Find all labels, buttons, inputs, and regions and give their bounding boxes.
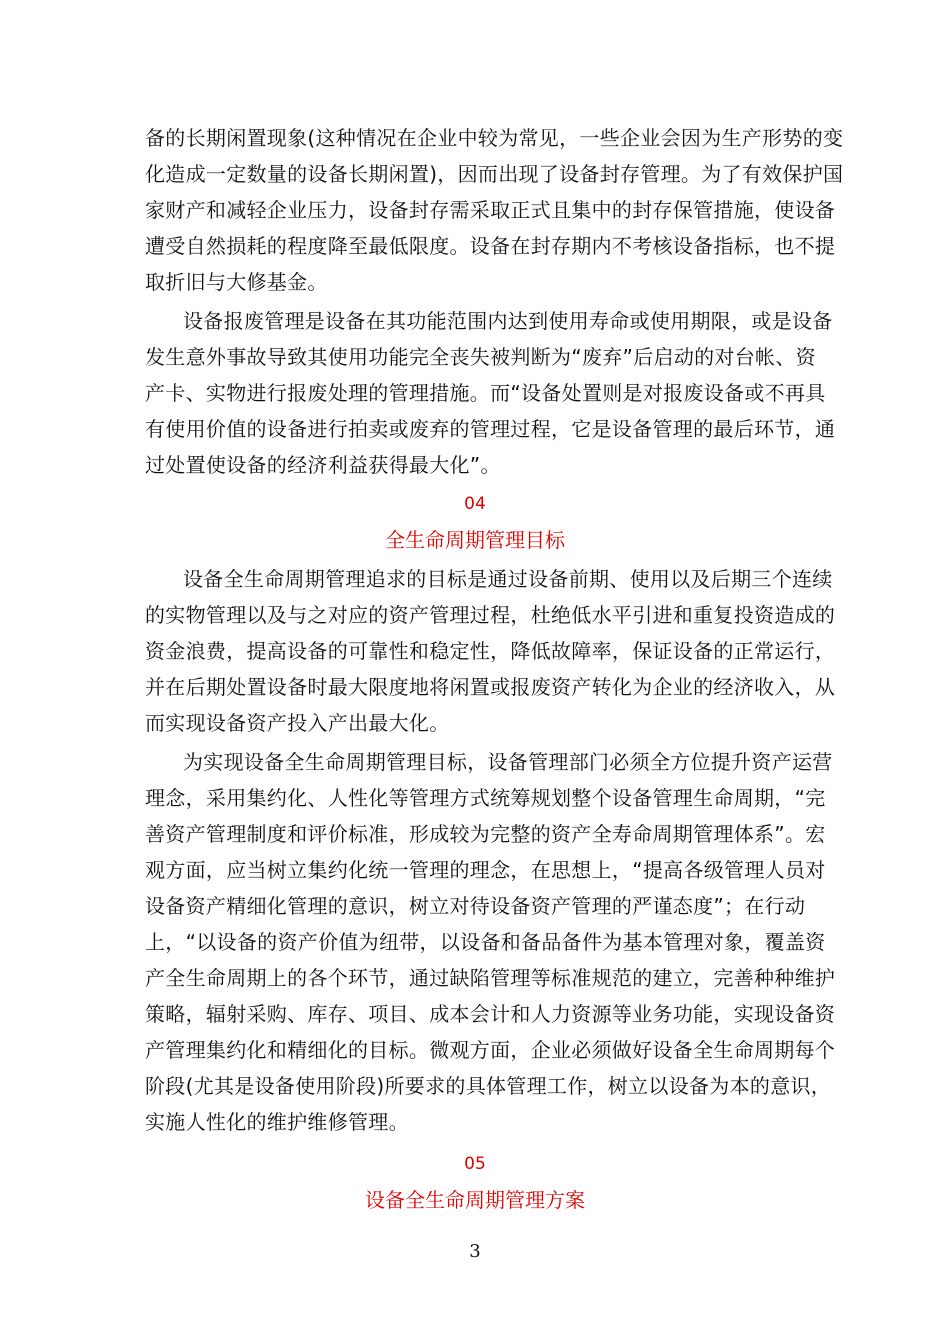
paragraph-line: 实施人性化的维护维修管理。 <box>145 1110 409 1134</box>
paragraph-line: 产全生命周期上的各个环节，通过缺陷管理等标准规范的建立，完善种种维护 <box>145 966 836 990</box>
paragraph-line: 家财产和减轻企业压力，设备封存需采取正式且集中的封存保管措施，使设备 <box>145 198 836 222</box>
paragraph-line: 设备资产精细化管理的意识，树立对待设备资产管理的严谨态度”；在行动 <box>145 894 806 918</box>
paragraph-line: 设备全生命周期管理追求的目标是通过设备前期、使用以及后期三个连续 <box>183 567 833 591</box>
paragraph-line: 为实现设备全生命周期管理目标，设备管理部门必须全方位提升资产运营 <box>183 750 833 774</box>
paragraph-line: 的实物管理以及与之对应的资产管理过程，杜绝低水平引进和重复投资造成的 <box>145 603 836 627</box>
paragraph-line: 而实现设备资产投入产出最大化。 <box>145 711 450 735</box>
paragraph-line: 化造成一定数量的设备长期闲置)，因而出现了设备封存管理。为了有效保护国 <box>145 162 844 186</box>
paragraph-line: 策略，辐射采购、库存、项目、成本会计和人力资源等业务功能，实现设备资 <box>145 1002 836 1026</box>
paragraph-line: 遭受自然损耗的程度降至最低限度。设备在封存期内不考核设备指标，也不提 <box>145 234 836 258</box>
paragraph-line: 备的长期闲置现象(这种情况在企业中较为常见，一些企业会因为生产形势的变 <box>145 126 844 150</box>
paragraph-line: 产管理集约化和精细化的目标。微观方面，企业必须做好设备全生命周期每个 <box>145 1038 836 1062</box>
paragraph-line: 理念，采用集约化、人性化等管理方式统筹规划整个设备管理生命周期，“完 <box>145 786 826 810</box>
section-number: 04 <box>464 494 486 514</box>
paragraph-line: 并在后期处置设备时最大限度地将闲置或报废资产转化为企业的经济收入，从 <box>145 675 836 699</box>
paragraph-line: 取折旧与大修基金。 <box>145 270 328 294</box>
paragraph-line: 上，“以设备的资产价值为纽带，以设备和备品备件为基本管理对象，覆盖资 <box>145 930 826 954</box>
paragraph-line: 产卡、实物进行报废处理的管理措施。而“设备处置则是对报废设备或不再具 <box>145 381 826 405</box>
paragraph-line: 观方面，应当树立集约化统一管理的理念，在思想上，“提高各级管理人员对 <box>145 858 826 882</box>
section-title: 全生命周期管理目标 <box>385 528 565 552</box>
paragraph-line: 有使用价值的设备进行拍卖或废弃的管理过程，它是设备管理的最后环节，通 <box>145 417 836 441</box>
section-title: 设备全生命周期管理方案 <box>365 1188 585 1212</box>
section-number: 05 <box>464 1154 486 1174</box>
paragraph-line: 过处置使设备的经济利益获得最大化”。 <box>145 453 501 477</box>
paragraph-line: 设备报废管理是设备在其功能范围内达到使用寿命或使用期限，或是设备 <box>183 309 833 333</box>
paragraph-line: 善资产管理制度和评价标准，形成较为完整的资产全寿命周期管理体系”。宏 <box>145 822 826 846</box>
paragraph-line: 发生意外事故导致其使用功能完全丧失被判断为“废弃”后启动的对台帐、资 <box>145 345 816 369</box>
page-number: 3 <box>469 1241 481 1262</box>
paragraph-line: 阶段(尤其是设备使用阶段)所要求的具体管理工作，树立以设备为本的意识， <box>145 1074 832 1098</box>
paragraph-line: 资金浪费，提高设备的可靠性和稳定性，降低故障率，保证设备的正常运行， <box>145 639 836 663</box>
